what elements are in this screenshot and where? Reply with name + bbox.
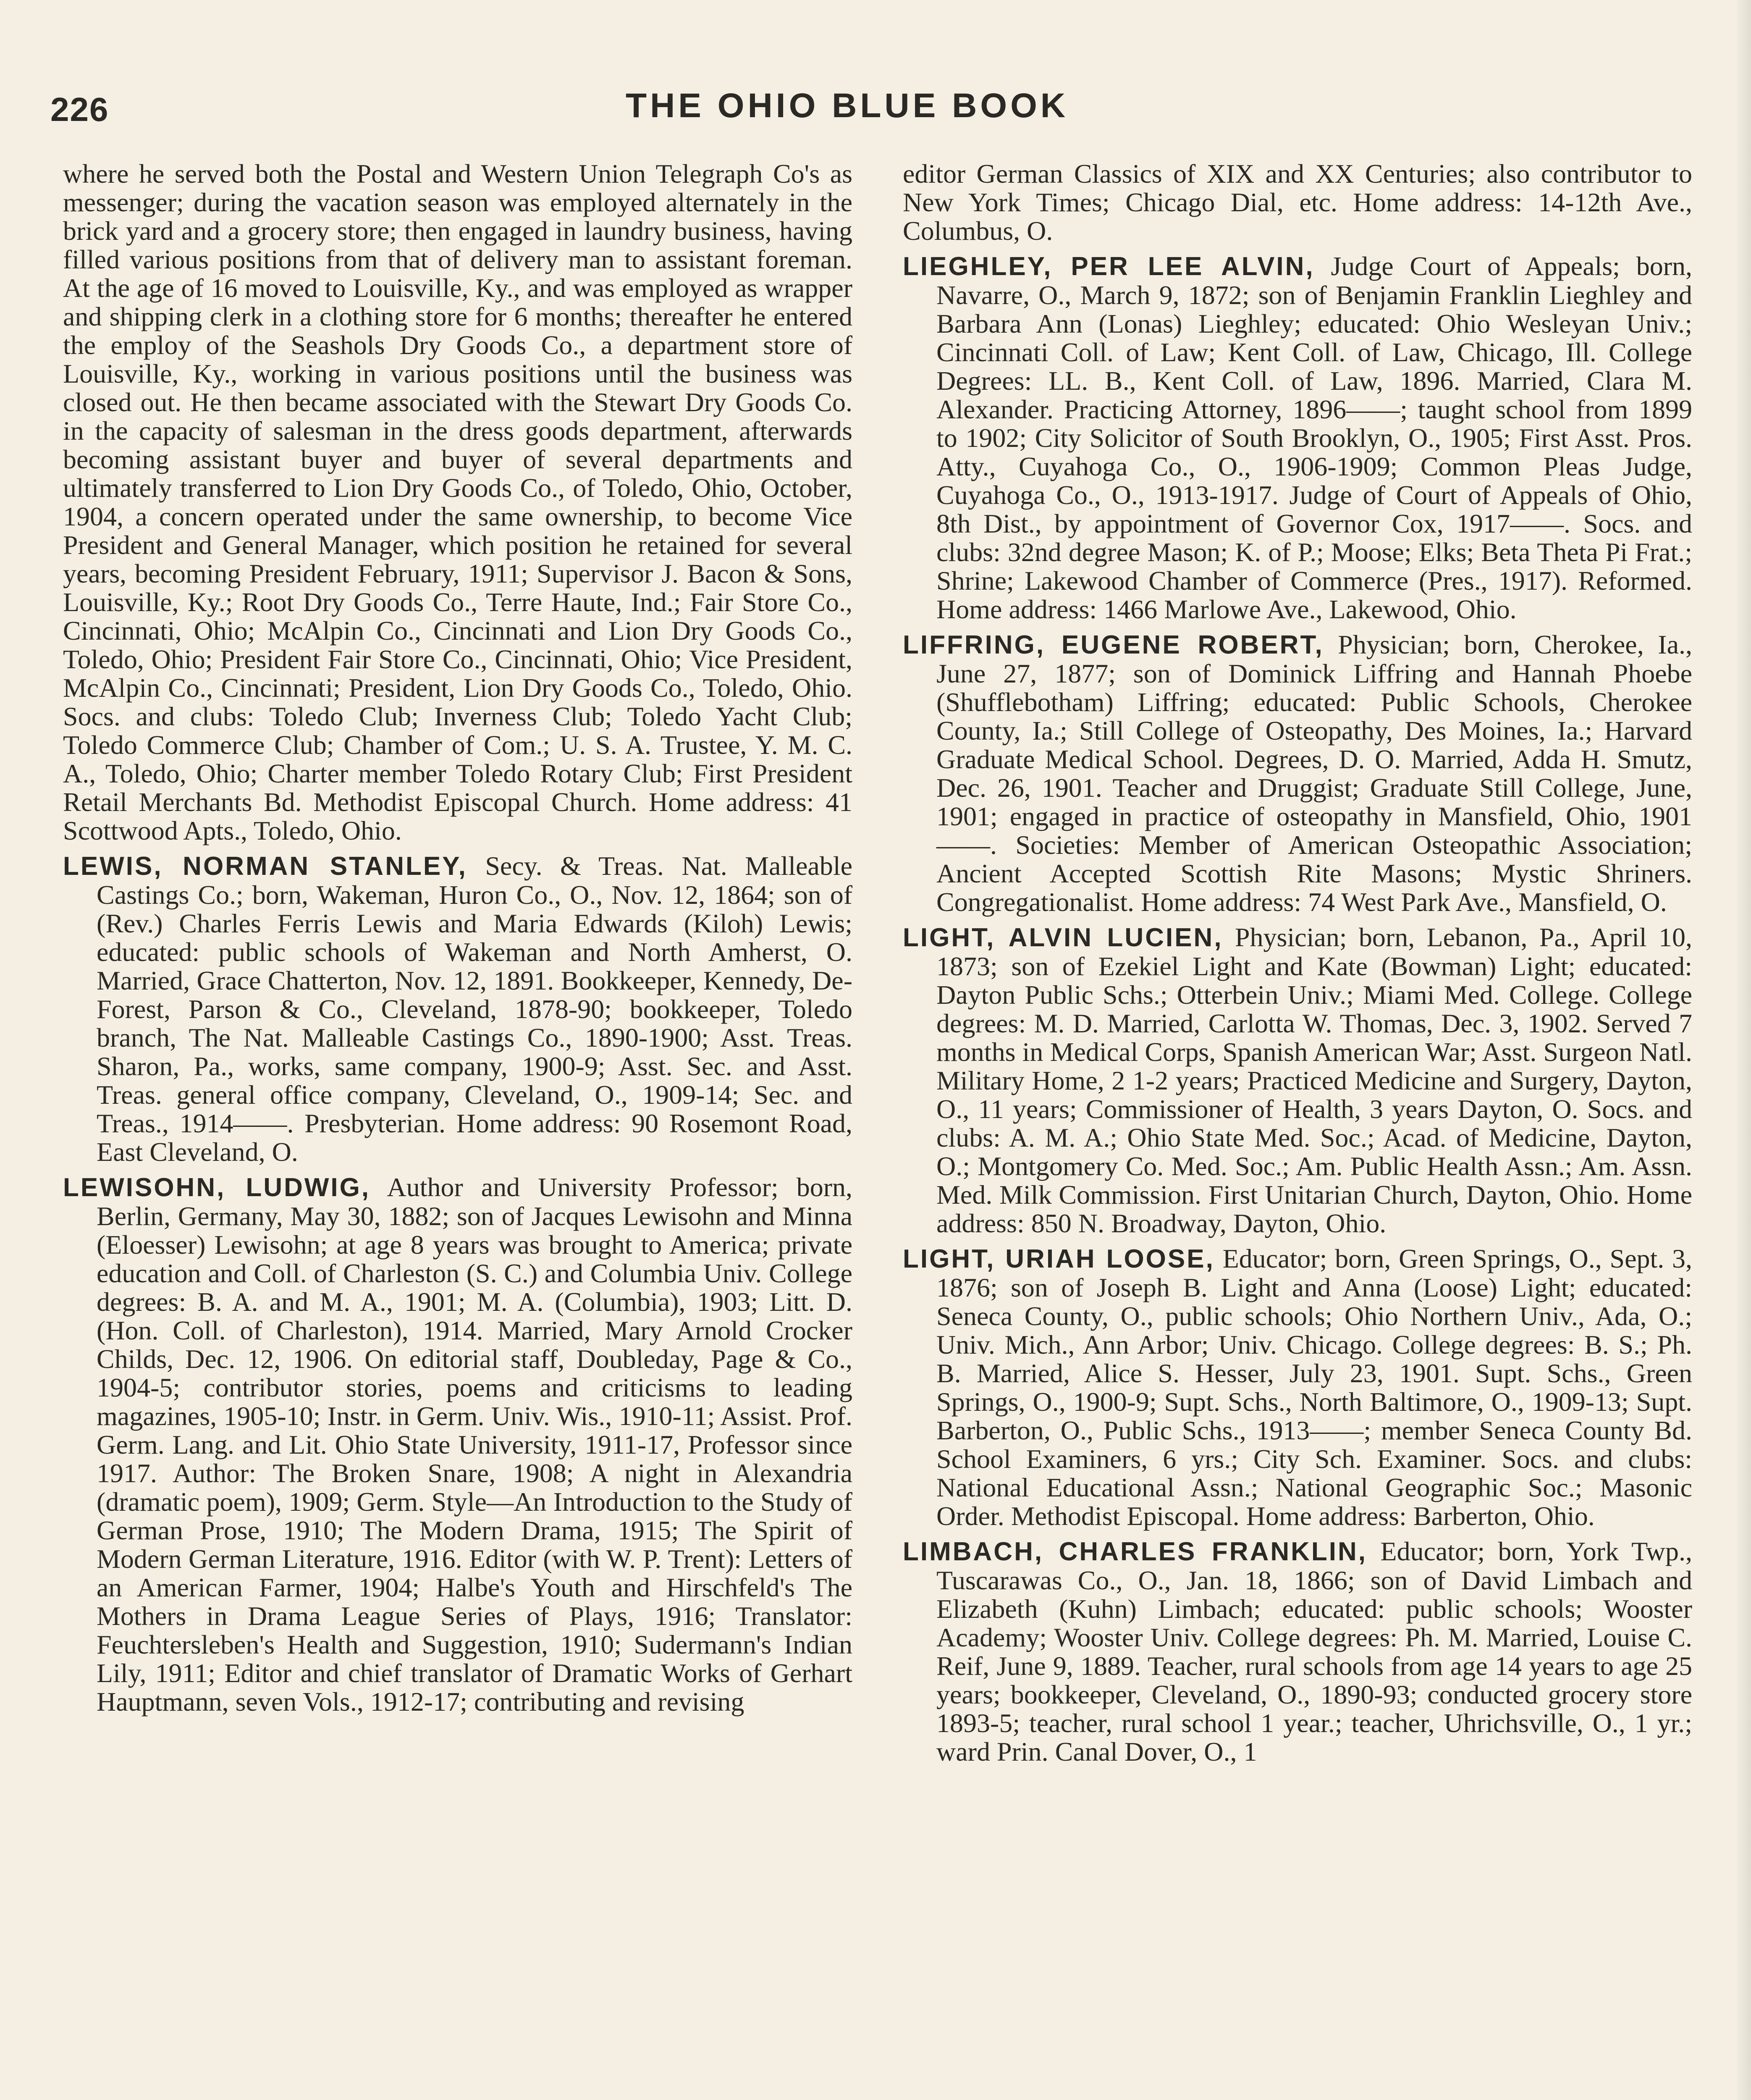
entry-text: Physician; born, Cherokee, Ia., June 27, 1877; son of Dominick Liffring and Hannah Phoebe (Shufflebotham) Liffring; educated: Public Schools, Cherokee County, Ia.; Still College of Osteopathy, Des Moines, Ia.; Harvard Graduate Medical School. Degrees, D. O. Married, Adda H. Smutz, Dec. 26, 1901. Teacher and Druggist; Graduate Still College, June, 1901; engaged in practice of osteopathy in Mansfield, Ohio, 1901——. Societies: Member of American Osteopathic Association; Ancient Accepted Scottish Rite Masons; Mystic Shriners. Congregationalist. Home address: 74 West Park Ave., Mansfield, O. [936,630,1692,917]
entry-name: LIGHT, URIAH LOOSE, [903,1244,1215,1273]
entry-name: LEWIS, NORMAN STANLEY, [63,852,467,881]
running-head: THE OHIO BLUE BOOK [626,87,1069,125]
entry-name: LIEGHLEY, PER LEE ALVIN, [903,252,1315,281]
left-column [63,160,852,2100]
continued-entry-text: editor German Classics of XIX and XX Centuries; also contributor to New York Times; Chicago Dial, etc. Home address: 14-12th Ave., Columbus, O. [903,160,1692,246]
biography-entry [903,1244,1692,1530]
biography-entry [63,852,852,1166]
continued-entry-text: where he served both the Postal and Western Union Telegraph Co's as messenger; during the vacation season was employed alternately in the brick yard and a grocery store; then engaged in laundry business, having filled various positions from that of delivery man to assistant foreman. At the age of 16 moved to Louisville, Ky., and was employed as wrapper and shipping clerk in a clothing store for 6 months; thereafter he entered the employ of the Seashols Dry Goods Co., a department store of Louisville, Ky., working in various positions until the business was closed out. He then became associated with the Stewart Dry Goods Co. in the capacity of salesman in the dress goods department, afterwards becoming assistant buyer and buyer of several departments and ultimately transferred to Lion Dry Goods Co., of Toledo, Ohio, October, 1904, a concern operated under the same ownership, to become Vice President and General Manager, which position he retained for several years, becoming President February, 1911; Supervisor J. Bacon & Sons, Louisville, Ky.; Root Dry Goods Co., Terre Haute, Ind.; Fair Store Co., Cincinnati, Ohio; McAlpin Co., Cincinnati and Lion Dry Goods Co., Toledo, Ohio; President Fair Store Co., Cincinnati, Ohio; Vice President, McAlpin Co., Cincinnati; President, Lion Dry Goods Co., Toledo, Ohio. Socs. and clubs: Toledo Club; Inverness Club; Toledo Yacht Club; Toledo Commerce Club; Chamber of Com.; U. S. A. Trustee, Y. M. C. A., Toledo, Ohio; Charter member Toledo Rotary Club; First President Retail Merchants Bd. Methodist Episcopal Church. Home address: 41 Scottwood Apts., Toledo, Ohio. [63,160,852,845]
entry-text: Physician; born, Lebanon, Pa., April 10, 1873; son of Ezekiel Light and Kate (Bowman) Light; educated: Dayton Public Schs.; Otterbein Univ.; Miami Med. College. College degrees: M. D. Married, Carlotta W. Thomas, Dec. 3, 1902. Served 7 months in Medical Corps, Spanish American War; Asst. Surgeon Natl. Military Home, 2 1-2 years; Practiced Medicine and Surgery, Dayton, O., 11 years; Commissioner of Health, 3 years Dayton, O. Socs. and clubs: A. M. A.; Ohio State Med. Soc.; Acad. of Medicine, Dayton, O.; Montgomery Co. Med. Soc.; Am. Public Health Assn.; Am. Assn. Med. Milk Commission. First Unitarian Church, Dayton, Ohio. Home address: 850 N. Broadway, Dayton, Ohio. [936,922,1692,1238]
entry-text: Educator; born, Green Springs, O., Sept. 3, 1876; son of Joseph B. Light and Anna (Loose) Light; educated: Seneca County, O., public schools; Ohio Northern Univ., Ada, O.; Univ. Mich., Ann Arbor; Univ. Chicago. College degrees: B. S.; Ph. B. Married, Alice S. Hesser, July 23, 1901. Supt. Schs., Green Springs, O., 1900-9; Supt. Schs., North Baltimore, O., 1909-13; Supt. Barberton, O., Public Schs., 1913——; member Seneca County Bd. School Examiners, 6 yrs.; City Sch. Examiner. Socs. and clubs: National Educational Assn.; National Geographic Soc.; Masonic Order. Methodist Episcopal. Home address: Barberton, Ohio. [936,1244,1692,1531]
entry-name: LIGHT, ALVIN LUCIEN, [903,923,1223,952]
entry-name: LIFFRING, EUGENE ROBERT, [903,630,1324,659]
page-number: 226 [50,91,109,128]
right-column [903,160,1692,2100]
page-edge-shadow [1734,0,1751,2100]
entry-text: Secy. & Treas. Nat. Malleable Castings Co.; born, Wakeman, Huron Co., O., Nov. 12, 1864; son of (Rev.) Charles Ferris Lewis and Maria Edwards (Kiloh) Lewis; educated: public schools of Wakeman and North Amherst, O. Married, Grace Chatterton, Nov. 12, 1891. Bookkeeper, Kennedy, De-Forest, Parson & Co., Cleveland, 1878-90; bookkeeper, Toledo branch, The Nat. Malleable Castings Co., 1890-1900; Asst. Treas. Sharon, Pa., works, same company, 1900-9; Asst. Sec. and Asst. Treas. general office company, Cleveland, O., 1909-14; Sec. and Treas., 1914——. Presbyterian. Home address: 90 Rosemont Road, East Cleveland, O. [97,851,852,1167]
biography-entry [903,630,1692,916]
biography-entry [63,1173,852,1716]
biography-entry [903,923,1692,1238]
entry-name: LIMBACH, CHARLES FRANKLIN, [903,1537,1367,1566]
entry-text: Judge Court of Appeals; born, Navarre, O., March 9, 1872; son of Benjamin Franklin Lieghley and Barbara Ann (Lonas) Lieghley; educated: Ohio Wesleyan Univ.; Cincinnati Coll. of Law; Kent Coll. of Law, Chicago, Ill. College Degrees: LL. B., Kent Coll. of Law, 1896. Married, Clara M. Alexander. Practicing Attorney, 1896——; taught school from 1899 to 1902; City Solicitor of South Brooklyn, O., 1905; First Asst. Pros. Atty., Cuyahoga Co., O., 1906-1909; Common Pleas Judge, Cuyahoga Co., O., 1913-1917. Judge of Court of Appeals of Ohio, 8th Dist., by appointment of Governor Cox, 1917——. Socs. and clubs: 32nd degree Mason; K. of P.; Moose; Elks; Beta Theta Pi Frat.; Shrine; Lakewood Chamber of Commerce (Pres., 1917). Reformed. Home address: 1466 Marlowe Ave., Lakewood, Ohio. [936,251,1692,624]
entry-name: LEWISOHN, LUDWIG, [63,1173,371,1202]
entry-text: Educator; born, York Twp., Tuscarawas Co., O., Jan. 18, 1866; son of David Limbach and Elizabeth (Kuhn) Limbach; educated: public schools; Wooster Academy; Wooster Univ. College degrees: Ph. M. Married, Louise C. Reif, June 9, 1889. Teacher, rural schools from age 14 years to age 25 years; bookkeeper, Cleveland, O., 1890-93; conducted grocery store 1893-5; teacher, rural school 1 year.; teacher, Uhrichsville, O., 1 yr.; ward Prin. Canal Dover, O., 1 [936,1536,1692,1767]
biography-entry [903,252,1692,624]
entry-text: Author and University Professor; born, Berlin, Germany, May 30, 1882; son of Jacques Lewisohn and Minna (Eloesser) Lewisohn; at age 8 years was brought to America; private education and Coll. of Charleston (S. C.) and Columbia Univ. College degrees: B. A. and M. A., 1901; M. A. (Columbia), 1903; Litt. D. (Hon. Coll. of Charleston), 1914. Married, Mary Arnold Crocker Childs, Dec. 12, 1906. On editorial staff, Doubleday, Page & Co., 1904-5; contributor stories, poems and criticisms to leading magazines, 1905-10; Instr. in Germ. Univ. Wis., 1910-11; Assist. Prof. Germ. Lang. and Lit. Ohio State University, 1911-17, Professor since 1917. Author: The Broken Snare, 1908; A night in Alexandria (dramatic poem), 1909; Germ. Style—An Introduction to the Study of German Prose, 1910; The Modern Drama, 1915; The Spirit of Modern German Literature, 1916. Editor (with W. P. Trent): Letters of an American Farmer, 1904; Halbe's Youth and Hirschfeld's The Mothers in Drama League Series of Plays, 1916; Translator: Feuchtersleben's Health and Suggestion, 1910; Sudermann's Indian Lily, 1911; Editor and chief translator of Dramatic Works of Gerhart Hauptmann, seven Vols., 1912-17; contributing and revising [97,1172,852,1717]
biography-entry [903,1537,1692,1766]
